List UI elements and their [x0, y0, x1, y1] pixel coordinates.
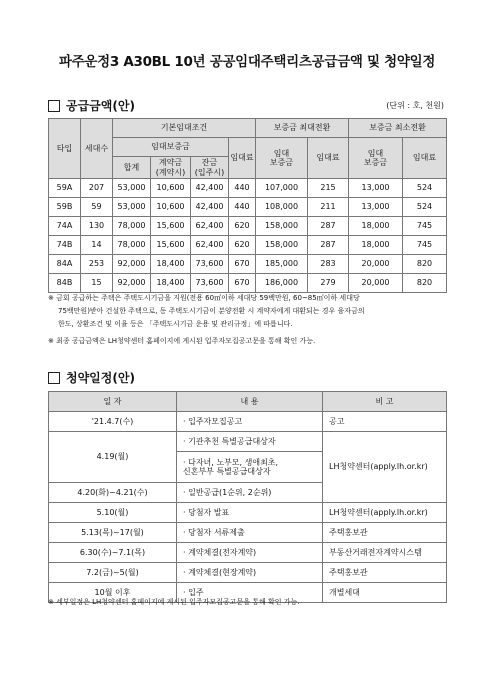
- table-cell: 18,000: [349, 217, 403, 236]
- table-cell: 18,400: [151, 255, 191, 274]
- table-cell: 620: [229, 217, 256, 236]
- header-balance: 잔금 (입주시): [191, 157, 229, 179]
- table-cell: 15,600: [151, 236, 191, 255]
- schedule-table: [48, 391, 447, 603]
- header-date: 일 자: [49, 392, 177, 412]
- table-cell: 185,000: [256, 255, 308, 274]
- header-total: 합계: [113, 157, 151, 179]
- table-cell: 107,000: [256, 179, 308, 198]
- supply-heading-text: 공급금액(안): [66, 99, 135, 113]
- row-date: '21.4.7(수): [49, 412, 177, 432]
- table-cell: 42,400: [191, 198, 229, 217]
- header-base: 기본임대조건: [113, 119, 256, 138]
- row-remark: LH청약센터(apply.lh.or.kr): [323, 432, 447, 503]
- header-max-rent: 임대료: [308, 138, 349, 179]
- checkbox-square-icon: [48, 372, 60, 384]
- schedule-row: [49, 432, 447, 452]
- header-remark: 비 고: [323, 392, 447, 412]
- table-cell: 745: [403, 217, 447, 236]
- schedule-row: [49, 503, 447, 523]
- table-cell: 73,600: [191, 255, 229, 274]
- table-cell: 10,600: [151, 198, 191, 217]
- schedule-section-heading: [48, 369, 135, 386]
- table-cell: 745: [403, 236, 447, 255]
- row-remark: 부동산거래전자계약시스템: [323, 543, 447, 563]
- table-cell: 620: [229, 236, 256, 255]
- header-contract: 계약금 (계약시): [151, 157, 191, 179]
- table-row: [49, 274, 447, 293]
- table-cell: 670: [229, 274, 256, 293]
- page-title: 파주운정3 A30BL 10년 공공임대주택리츠공급금액 및 청약일정: [58, 54, 436, 70]
- row-content: · 다자녀, 노부모, 생애최초, 신혼부부 특별공급대상자: [177, 452, 323, 483]
- table-cell: 62,400: [191, 236, 229, 255]
- row-remark: LH청약센터(apply.lh.or.kr): [323, 503, 447, 523]
- table-cell: 59A: [49, 179, 81, 198]
- row-content: · 기관추천 특별공급대상자: [177, 432, 323, 452]
- table-cell: 14: [81, 236, 113, 255]
- table-cell: 18,400: [151, 274, 191, 293]
- table-row: [49, 198, 447, 217]
- table-cell: 287: [308, 236, 349, 255]
- row-date: 4.20(화)~4.21(수): [49, 483, 177, 503]
- row-remark: 공고: [323, 412, 447, 432]
- schedule-row: [49, 523, 447, 543]
- header-min-dep: 보증금 최소전환: [349, 119, 447, 138]
- table-cell: 670: [229, 255, 256, 274]
- table-cell: 820: [403, 255, 447, 274]
- table-cell: 13,000: [349, 179, 403, 198]
- table-cell: 158,000: [256, 217, 308, 236]
- table-cell: 820: [403, 274, 447, 293]
- table-row: [49, 217, 447, 236]
- header-min-deposit: 임대 보증금: [349, 138, 403, 179]
- table-cell: 524: [403, 198, 447, 217]
- header-rent: 임대료: [229, 138, 256, 179]
- header-max-dep: 보증금 최대전환: [256, 119, 349, 138]
- table-cell: 215: [308, 179, 349, 198]
- row-content: · 계약체결(현장계약): [177, 563, 323, 583]
- header-deposit: 임대보증금: [113, 138, 229, 157]
- note-2: ※ 최종 공급금액은 LH청약센터 홈페이지에 게시된 입주자모집공고문을 통해 확인 가능.: [48, 337, 316, 345]
- row-content: · 계약체결(전자계약): [177, 543, 323, 563]
- supply-table: [48, 118, 447, 293]
- supply-notes: [48, 292, 446, 348]
- table-cell: 18,000: [349, 236, 403, 255]
- table-cell: 207: [81, 179, 113, 198]
- unit-note: (단위 : 호, 천원): [386, 101, 444, 110]
- row-remark: 주택홍보관: [323, 563, 447, 583]
- header-min-rent: 임대료: [403, 138, 447, 179]
- table-cell: 78,000: [113, 236, 151, 255]
- schedule-row: [49, 543, 447, 563]
- header-max-deposit: 임대 보증금: [256, 138, 308, 179]
- table-cell: 59B: [49, 198, 81, 217]
- header-units: 세대수: [81, 119, 113, 179]
- table-cell: 524: [403, 179, 447, 198]
- checkbox-square-icon: [48, 100, 60, 112]
- table-cell: 62,400: [191, 217, 229, 236]
- table-cell: 42,400: [191, 179, 229, 198]
- table-cell: 53,000: [113, 198, 151, 217]
- table-cell: 92,000: [113, 274, 151, 293]
- table-cell: 287: [308, 217, 349, 236]
- table-cell: 283: [308, 255, 349, 274]
- table-cell: 78,000: [113, 217, 151, 236]
- table-cell: 158,000: [256, 236, 308, 255]
- row-content: · 당첨자 서류제출: [177, 523, 323, 543]
- supply-rows: [49, 179, 447, 293]
- row-content: · 입주자모집공고: [177, 412, 323, 432]
- table-cell: 73,600: [191, 274, 229, 293]
- note-1a: ※ 금회 공급하는 주택은 주택도시기금을 지원(전용 60㎡이하 세대당 59백만원, 60~85㎡이하 세대당: [48, 294, 360, 302]
- table-cell: 74B: [49, 236, 81, 255]
- schedule-heading-text: 청약일정(안): [66, 371, 135, 385]
- row-content: · 당첨자 발표: [177, 503, 323, 523]
- schedule-row: [49, 412, 447, 432]
- table-cell: 74A: [49, 217, 81, 236]
- table-cell: 20,000: [349, 274, 403, 293]
- table-row: [49, 179, 447, 198]
- note-1c: 한도, 상환조건 및 이율 등은 「주택도시기금 운용 및 관리규정」에 따릅니다.: [58, 320, 293, 328]
- table-cell: 108,000: [256, 198, 308, 217]
- row-date: 4.19(월): [49, 432, 177, 483]
- table-cell: 440: [229, 179, 256, 198]
- table-row: [49, 236, 447, 255]
- header-content: 내 용: [177, 392, 323, 412]
- table-cell: 59: [81, 198, 113, 217]
- row-content: · 입주: [177, 583, 323, 603]
- table-cell: 15,600: [151, 217, 191, 236]
- row-remark: 개별세대: [323, 583, 447, 603]
- table-cell: 53,000: [113, 179, 151, 198]
- table-cell: 92,000: [113, 255, 151, 274]
- schedule-row: [49, 563, 447, 583]
- schedule-note: ※ 세부일정은 LH청약센터 홈페이지에 게시된 입주자모집공고문을 통해 확인 가능.: [48, 598, 300, 606]
- table-cell: 279: [308, 274, 349, 293]
- row-date: 5.13(목)~17(월): [49, 523, 177, 543]
- supply-section-heading: [48, 97, 135, 114]
- table-cell: 10,600: [151, 179, 191, 198]
- table-cell: 15: [81, 274, 113, 293]
- row-remark: 주택홍보관: [323, 523, 447, 543]
- row-date: 10월 이후: [49, 583, 177, 603]
- row-date: 5.10(월): [49, 503, 177, 523]
- row-date: 6.30(수)~7.1(목): [49, 543, 177, 563]
- table-cell: 253: [81, 255, 113, 274]
- table-cell: 130: [81, 217, 113, 236]
- table-cell: 211: [308, 198, 349, 217]
- note-1b: 75백만원)받아 건설한 주택으로, 동 주택도시기금이 분양전환 시 계약자에게 대환되는 경우 융자금의: [58, 307, 365, 315]
- table-cell: 186,000: [256, 274, 308, 293]
- table-cell: 13,000: [349, 198, 403, 217]
- row-date: 7.2(금)~5(월): [49, 563, 177, 583]
- table-row: [49, 255, 447, 274]
- row-content: · 일반공급(1순위, 2순위): [177, 483, 323, 503]
- table-cell: 440: [229, 198, 256, 217]
- table-cell: 20,000: [349, 255, 403, 274]
- table-cell: 84A: [49, 255, 81, 274]
- table-cell: 84B: [49, 274, 81, 293]
- header-type: 타입: [49, 119, 81, 179]
